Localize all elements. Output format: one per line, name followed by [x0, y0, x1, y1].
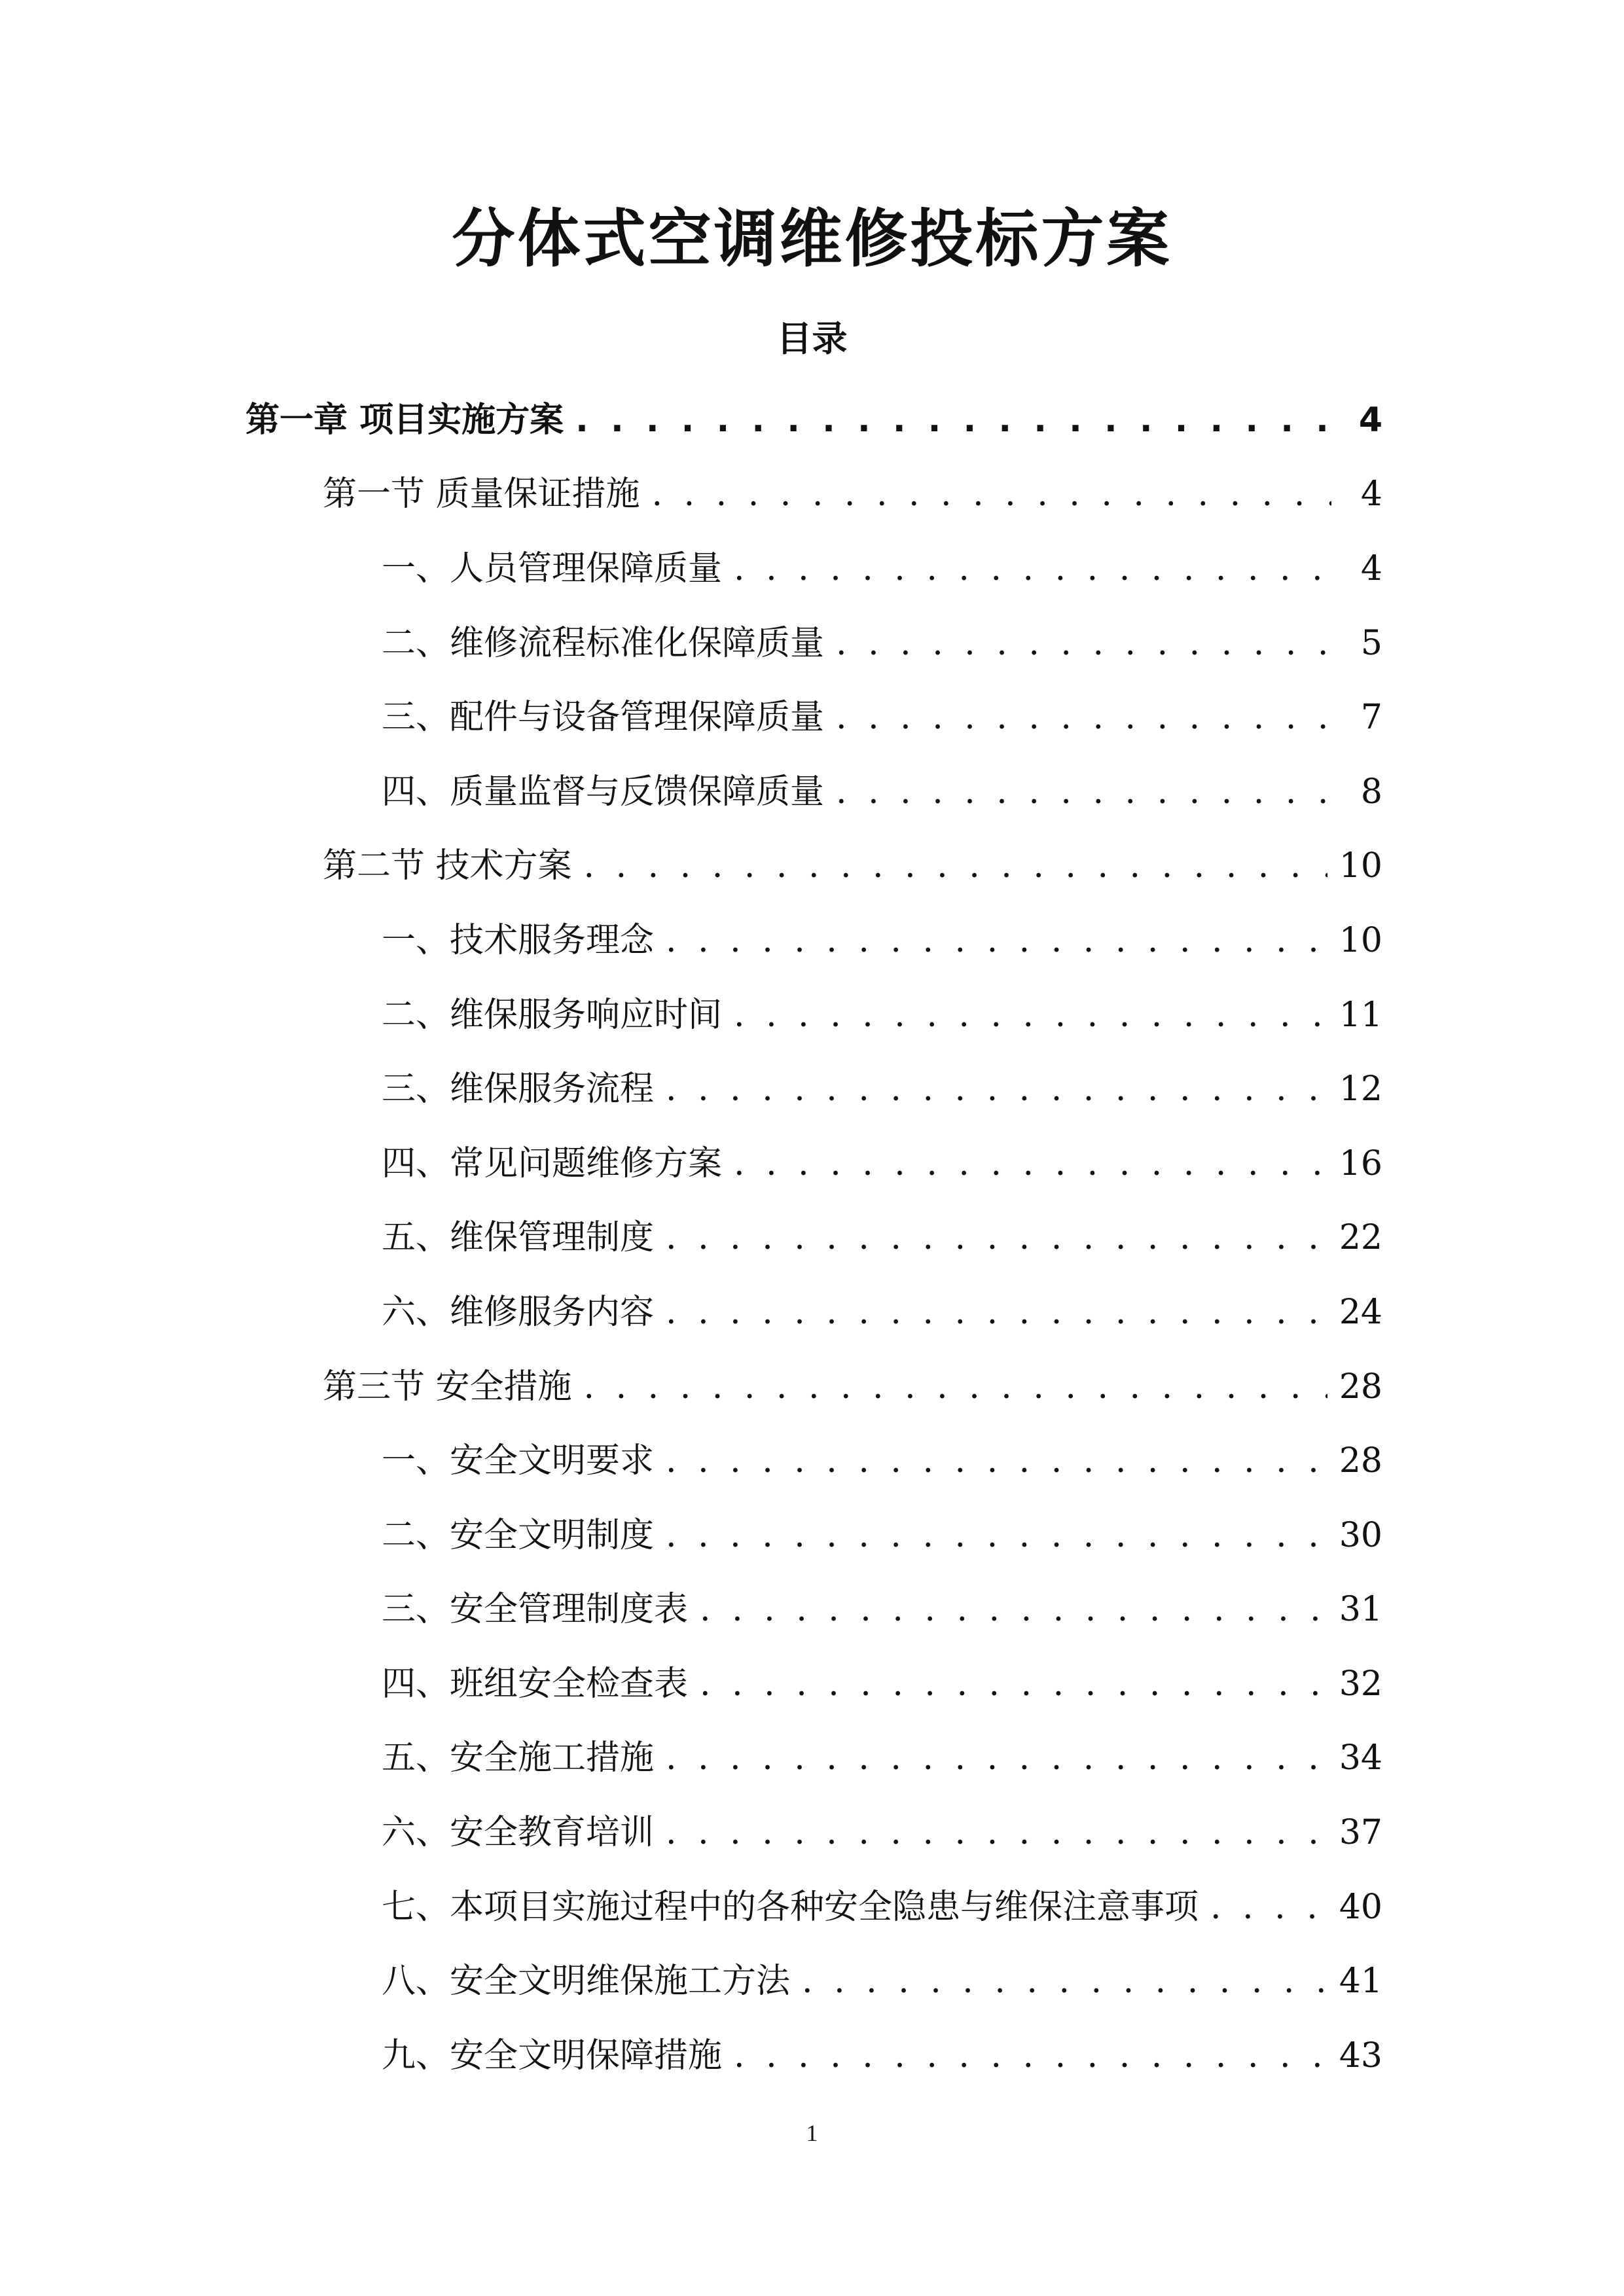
- toc-entry-label: 第三节 安全措施: [323, 1367, 572, 1407]
- toc-entry-label: 二、维保服务响应时间: [382, 995, 723, 1035]
- toc-entry[interactable]: [382, 1275, 1382, 1350]
- toc-entry-page: 30: [1339, 1515, 1382, 1555]
- toc-leader-dots: [666, 1810, 1327, 1856]
- toc-entry-page: 8: [1360, 772, 1382, 812]
- toc-heading: 目录: [776, 318, 848, 359]
- toc-entry-label: 二、维修流程标准化保障质量: [382, 623, 825, 663]
- toc-entry[interactable]: [245, 383, 1382, 457]
- toc-entry[interactable]: [382, 1870, 1382, 1945]
- toc-leader-dots: [836, 620, 1331, 666]
- toc-entry[interactable]: [382, 1795, 1382, 1870]
- toc-entry[interactable]: [382, 978, 1382, 1052]
- toc-entry-page: 28: [1339, 1441, 1382, 1481]
- toc-entry[interactable]: [382, 1052, 1382, 1126]
- toc-entry-label: 第一节 质量保证措施: [323, 475, 640, 514]
- page-number: 1: [806, 2120, 818, 2146]
- toc-entry-label: 四、班组安全检查表: [382, 1664, 689, 1704]
- toc-entry-label: 第二节 技术方案: [323, 846, 572, 886]
- toc-entry[interactable]: [382, 2018, 1382, 2093]
- toc-leader-dots: [734, 546, 1331, 592]
- toc-leader-dots: [836, 769, 1331, 815]
- toc-entry-page: 12: [1339, 1069, 1382, 1109]
- toc-leader-dots: [584, 1364, 1327, 1410]
- toc-entry-page: 4: [1360, 548, 1382, 588]
- toc-entry[interactable]: [382, 1126, 1382, 1201]
- toc-entry[interactable]: [382, 1573, 1382, 1647]
- toc-entry-label: 三、维保服务流程: [382, 1069, 655, 1109]
- toc-leader-dots: [666, 918, 1327, 963]
- toc-leader-dots: [1210, 1884, 1327, 1930]
- toc-entry[interactable]: [382, 1944, 1382, 2018]
- toc-entry-label: 一、安全文明要求: [382, 1441, 655, 1481]
- toc-entry-page: 32: [1339, 1664, 1382, 1704]
- toc-entry-page: 41: [1339, 1962, 1382, 2001]
- toc-leader-dots: [802, 1958, 1327, 2004]
- toc-entry-page: 7: [1360, 698, 1382, 738]
- toc-entry-label: 一、技术服务理念: [382, 920, 655, 960]
- toc-entry[interactable]: [382, 1498, 1382, 1573]
- toc-entry-page: 5: [1360, 623, 1382, 663]
- toc-entry-label: 三、配件与设备管理保障质量: [382, 698, 825, 738]
- toc-entry[interactable]: [382, 1424, 1382, 1498]
- toc-entry[interactable]: [382, 755, 1382, 829]
- toc-entry-label: 一、人员管理保障质量: [382, 548, 723, 588]
- toc-leader-dots: [666, 1215, 1327, 1261]
- toc-leader-dots: [666, 1066, 1327, 1112]
- toc-entry[interactable]: [323, 457, 1382, 532]
- toc-entry-label: 三、安全管理制度表: [382, 1590, 689, 1630]
- toc-entry-page: 31: [1339, 1590, 1382, 1630]
- document-title: 分体式空调维修投标方案: [452, 202, 1172, 276]
- toc-entry[interactable]: [382, 1201, 1382, 1276]
- toc-entry-page: 40: [1339, 1887, 1382, 1927]
- toc-leader-dots: [666, 1735, 1327, 1781]
- toc-entry-page: 10: [1339, 920, 1382, 960]
- toc-entry-page: 10: [1339, 846, 1382, 886]
- toc-entry-label: 四、质量监督与反馈保障质量: [382, 772, 825, 812]
- toc-entry[interactable]: [323, 1350, 1382, 1424]
- toc-leader-dots: [836, 694, 1331, 740]
- toc-entry-page: 43: [1339, 2036, 1382, 2075]
- toc-leader-dots: [734, 2033, 1327, 2079]
- toc-entry-label: 五、维保管理制度: [382, 1218, 655, 1258]
- toc-leader-dots: [700, 1587, 1327, 1632]
- toc-entry[interactable]: [382, 680, 1382, 755]
- toc-entry-label: 第一章 项目实施方案: [245, 400, 564, 440]
- toc-leader-dots: [700, 1661, 1327, 1707]
- toc-entry-label: 六、维修服务内容: [382, 1292, 655, 1332]
- toc-entry-page: 4: [1358, 400, 1382, 440]
- toc-entry-label: 五、安全施工措施: [382, 1738, 655, 1778]
- toc-entry[interactable]: [382, 903, 1382, 978]
- toc-entry-page: 11: [1339, 995, 1382, 1035]
- toc-entry-label: 六、安全教育培训: [382, 1813, 655, 1853]
- toc-entry-label: 八、安全文明维保施工方法: [382, 1962, 791, 2001]
- toc-entry[interactable]: [323, 829, 1382, 904]
- toc-entry-page: 22: [1339, 1218, 1382, 1258]
- toc-entry[interactable]: [382, 606, 1382, 681]
- toc-entry-page: 34: [1339, 1738, 1382, 1778]
- table-of-contents: [0, 383, 1624, 2093]
- toc-leader-dots: [584, 843, 1327, 889]
- toc-entry-label: 四、常见问题维修方案: [382, 1143, 723, 1183]
- toc-leader-dots: [666, 1289, 1327, 1335]
- toc-leader-dots: [666, 1438, 1327, 1484]
- toc-leader-dots: [734, 992, 1327, 1038]
- toc-entry[interactable]: [382, 531, 1382, 606]
- toc-entry-label: 七、本项目实施过程中的各种安全隐患与维保注意事项: [382, 1887, 1199, 1927]
- toc-entry-page: 4: [1360, 475, 1382, 514]
- toc-entry-label: 九、安全文明保障措施: [382, 2036, 723, 2075]
- toc-leader-dots: [666, 1513, 1327, 1558]
- toc-leader-dots: [652, 471, 1331, 517]
- toc-leader-dots: [575, 397, 1331, 443]
- toc-entry-page: 28: [1339, 1367, 1382, 1407]
- toc-entry[interactable]: [382, 1647, 1382, 1721]
- toc-entry-label: 二、安全文明制度: [382, 1515, 655, 1555]
- toc-entry-page: 16: [1339, 1143, 1382, 1183]
- toc-entry-page: 24: [1339, 1292, 1382, 1332]
- toc-entry[interactable]: [382, 1721, 1382, 1796]
- toc-entry-page: 37: [1339, 1813, 1382, 1853]
- toc-leader-dots: [734, 1141, 1327, 1187]
